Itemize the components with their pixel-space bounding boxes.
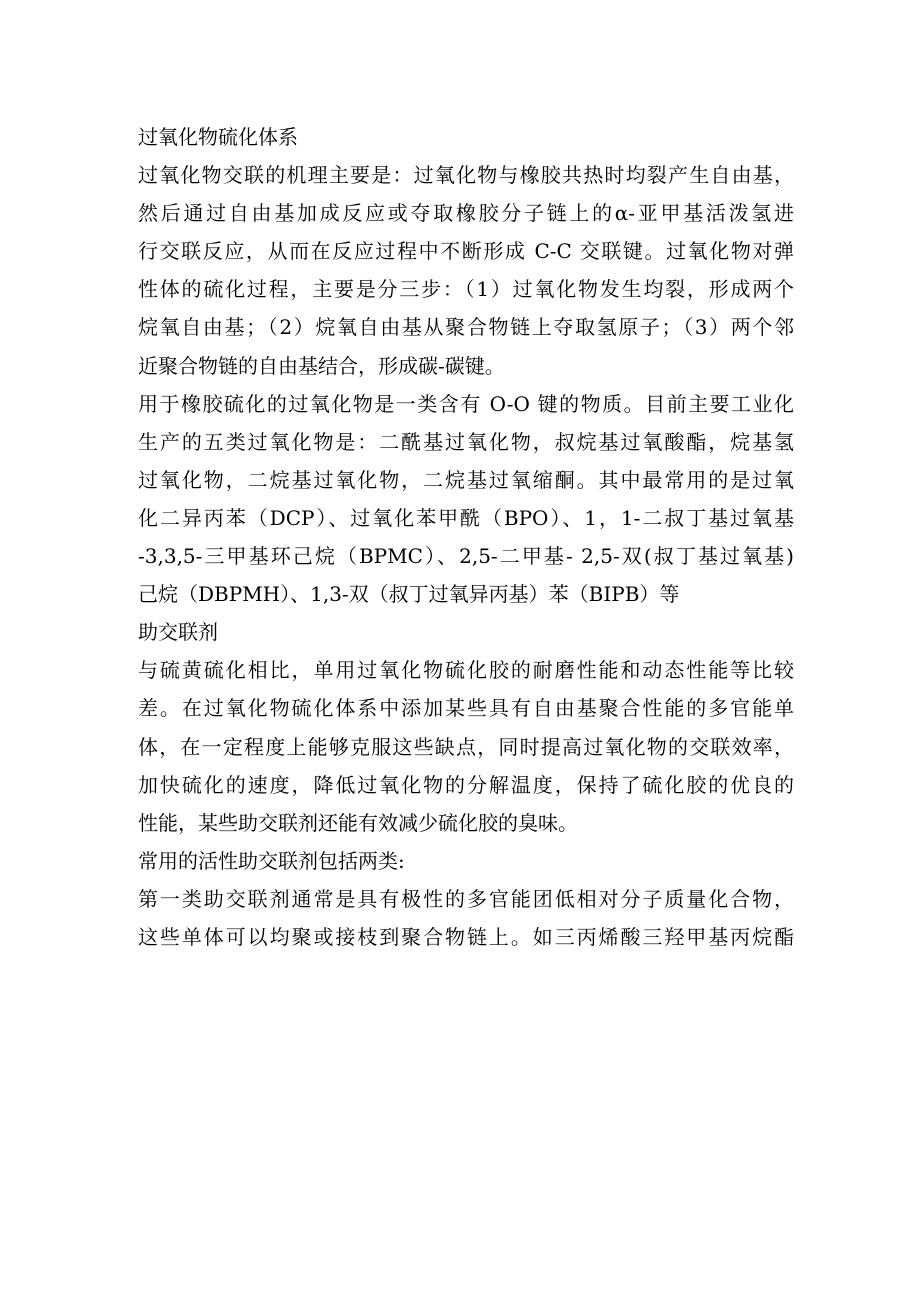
text-line: 性体的硫化过程，主要是分三步：（1）过氧化物发生均裂，形成两个 [138,277,794,302]
text-line: 化二异丙苯（DCP）、过氧化苯甲酰（BPO）、1，1-二叔丁基过氧基 [138,505,794,530]
paragraph-crosslinking-mechanism [138,156,794,385]
section-heading-peroxide-vulcanization: 过氧化物硫化体系 [138,125,298,149]
section-heading-coagent: 助交联剂 [138,620,218,645]
paragraph-coagent-benefits [138,651,794,841]
paragraph-peroxide-types [138,385,794,614]
text-line: 体，在一定程度上能够克服这些缺点，同时提高过氧化物的交联效率， [138,734,794,759]
text-line: 差。在过氧化物硫化体系中添加某些具有自由基聚合性能的多官能单 [138,696,794,721]
document-page [138,118,794,956]
text-line: 近聚合物链的自由基结合，形成碳-碳键。 [138,353,505,378]
text-line: 过氧化物交联的机理主要是：过氧化物与橡胶共热时均裂产生自由基， [138,163,794,188]
text-line: 加快硫化的速度，降低过氧化物的分解温度，保持了硫化胶的优良的 [138,772,794,797]
text-line: -3,3,5-三甲基环己烷（BPMC）、2,5-二甲基- 2,5-双(叔丁基过氧基) [138,544,794,569]
text-line: 这些单体可以均聚或接枝到聚合物链上。如三丙烯酸三羟甲基丙烷酯 [138,924,794,949]
text-line: 生产的五类过氧化物是：二酰基过氧化物，叔烷基过氧酸酯，烷基氢 [138,429,794,454]
text-line: 用于橡胶硫化的过氧化物是一类含有 O-O 键的物质。目前主要工业化 [138,391,794,416]
paragraph-common-coagents: 常用的活性助交联剂包括两类: [138,848,405,873]
text-line: 烷氧自由基；（2）烷氧自由基从聚合物链上夺取氢原子；（3）两个邻 [138,315,794,340]
text-line: 性能，某些助交联剂还能有效减少硫化胶的臭味。 [138,810,578,835]
text-line: 第一类助交联剂通常是具有极性的多官能团低相对分子质量化合物， [138,886,794,911]
text-line: 行交联反应，从而在反应过程中不断形成 C-C 交联键。过氧化物对弹 [138,239,794,264]
text-line: 己烷（DBPMH）、1,3-双（叔丁过氧异丙基）苯（BIPB）等 [138,582,680,607]
text-line: 与硫黄硫化相比，单用过氧化物硫化胶的耐磨性能和动态性能等比较 [138,658,794,683]
paragraph-first-type-coagent [138,880,794,956]
text-line: 然后通过自由基加成反应或夺取橡胶分子链上的α-亚甲基活泼氢进 [138,201,794,226]
text-line: 过氧化物，二烷基过氧化物，二烷基过氧缩酮。其中最常用的是过氧 [138,467,794,492]
